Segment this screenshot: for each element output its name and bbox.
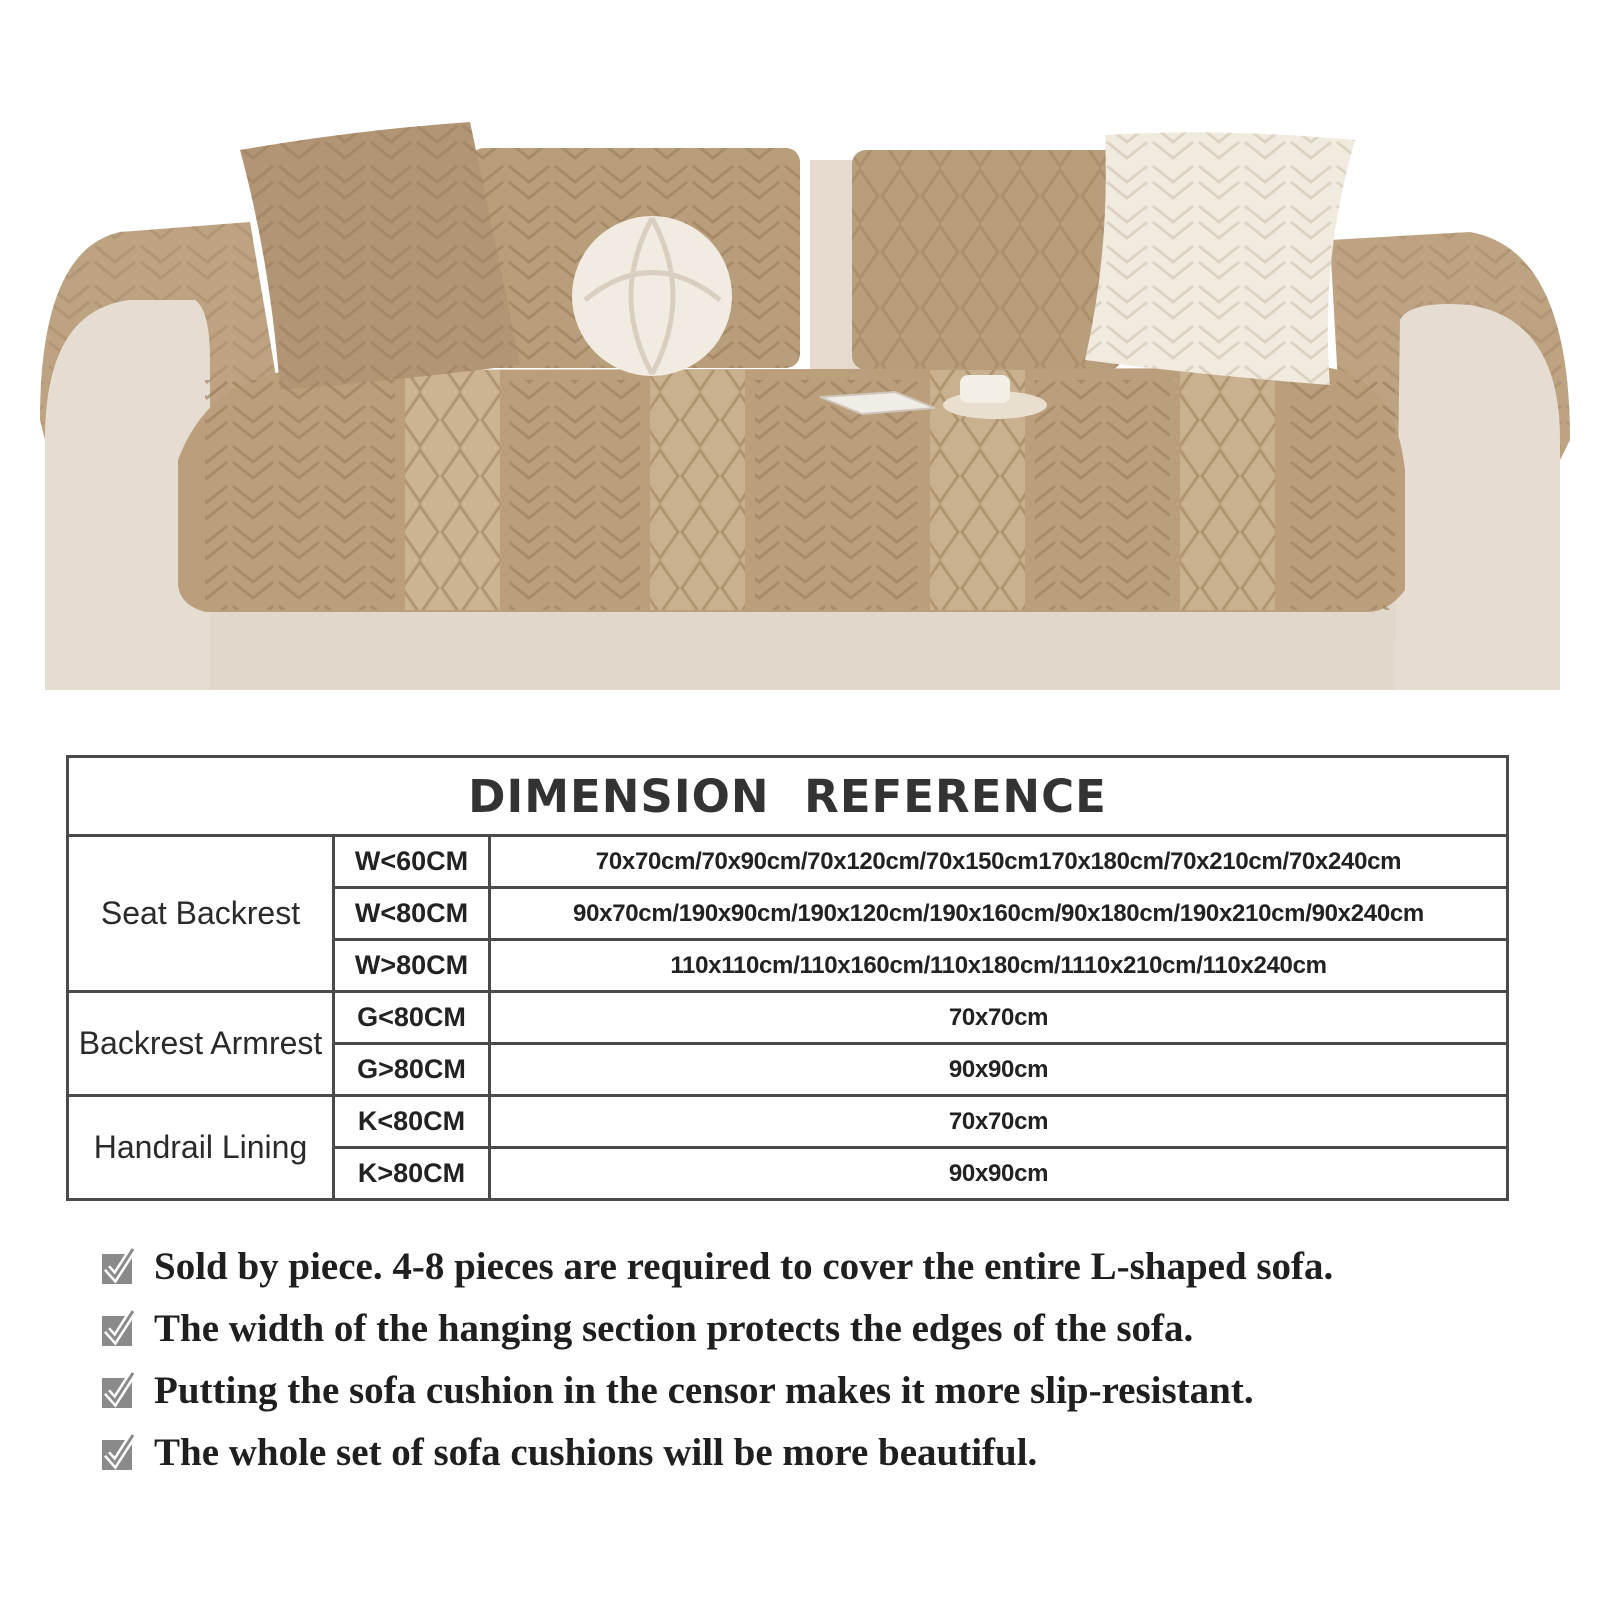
- note-text: The width of the hanging section protects the edges of the sofa.: [154, 1306, 1194, 1350]
- dimension-reference-table: [66, 755, 1509, 1201]
- checkbox-check-icon: [100, 1308, 136, 1348]
- sizes-cell: 70x70cm: [490, 992, 1508, 1044]
- list-item: [100, 1235, 1333, 1297]
- condition-cell: G>80CM: [334, 1044, 490, 1096]
- list-item: [100, 1421, 1333, 1483]
- sizes-cell: 70x70cm/70x90cm/70x120cm/70x150cm170x180cm/70x210cm/70x240cm: [490, 836, 1508, 888]
- sizes-cell: 90x90cm: [490, 1044, 1508, 1096]
- category-cell: Handrail Lining: [68, 1096, 334, 1200]
- condition-cell: G<80CM: [334, 992, 490, 1044]
- condition-cell: K<80CM: [334, 1096, 490, 1148]
- table-title: DIMENSION REFERENCE: [68, 757, 1508, 836]
- sizes-cell: 110x110cm/110x160cm/110x180cm/1110x210cm/110x240cm: [490, 940, 1508, 992]
- sofa-product-photo: [0, 0, 1600, 720]
- condition-cell: W<80CM: [334, 888, 490, 940]
- checkbox-check-icon: [100, 1246, 136, 1286]
- category-cell: Seat Backrest: [68, 836, 334, 992]
- category-cell: Backrest Armrest: [68, 992, 334, 1096]
- condition-cell: W>80CM: [334, 940, 490, 992]
- sizes-cell: 90x90cm: [490, 1148, 1508, 1200]
- checkbox-check-icon: [100, 1432, 136, 1472]
- note-text: The whole set of sofa cushions will be more beautiful.: [154, 1430, 1038, 1474]
- feature-notes-list: [100, 1235, 1333, 1483]
- list-item: [100, 1359, 1333, 1421]
- list-item: [100, 1297, 1333, 1359]
- sizes-cell: 70x70cm: [490, 1096, 1508, 1148]
- note-text: Sold by piece. 4-8 pieces are required to cover the entire L-shaped sofa.: [154, 1244, 1334, 1288]
- note-text: Putting the sofa cushion in the censor makes it more slip-resistant.: [154, 1368, 1254, 1412]
- checkbox-check-icon: [100, 1370, 136, 1410]
- condition-cell: W<60CM: [334, 836, 490, 888]
- sizes-cell: 90x70cm/190x90cm/190x120cm/190x160cm/90x180cm/190x210cm/90x240cm: [490, 888, 1508, 940]
- condition-cell: K>80CM: [334, 1148, 490, 1200]
